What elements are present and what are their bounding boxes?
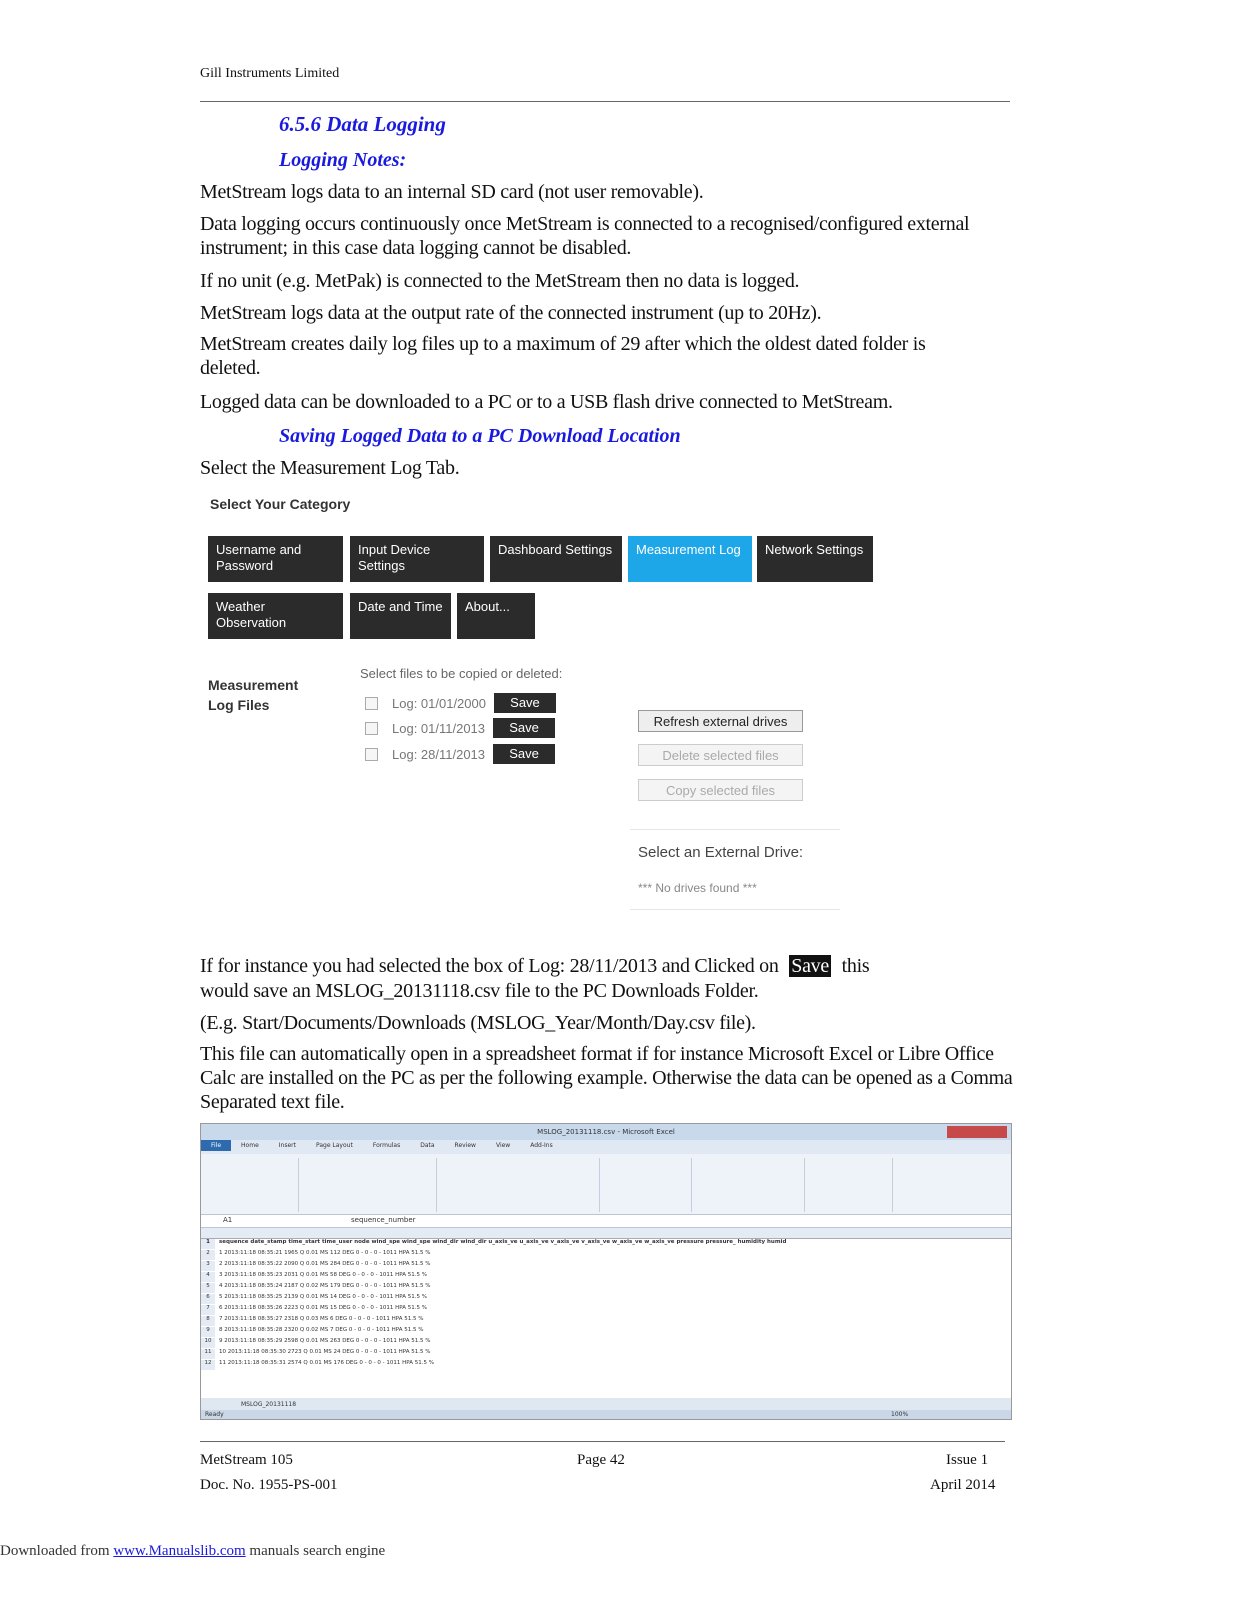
- ribbon-tab-insert[interactable]: Insert: [278, 1142, 296, 1149]
- table-row: 2 1 2013:11:18 08:35:21 1965 Q 0.01 MS 112 DEG 0 - 0 - 0 - 1011 HPA 51.5 %: [201, 1250, 1011, 1260]
- category-title: Select Your Category: [210, 496, 351, 512]
- subheading-saving: Saving Logged Data to a PC Download Location: [279, 425, 681, 447]
- save-paragraph: [200, 954, 1030, 978]
- ribbon-tab-data[interactable]: Data: [420, 1142, 435, 1149]
- ribbon-group-clipboard: [203, 1158, 299, 1212]
- measurement-label-line1: Measurement: [208, 677, 299, 693]
- spreadsheet-grid: [201, 1228, 1011, 1398]
- save-paragraph-text: If for instance you had selected the box of Log: 28/11/2013 and Clicked on: [200, 955, 779, 977]
- log-checkbox[interactable]: [365, 748, 378, 761]
- save-paragraph-this: this: [841, 955, 870, 977]
- excel-ribbon-tabs: [201, 1140, 1011, 1154]
- log-checkbox[interactable]: [365, 697, 378, 710]
- metstream-ui-screenshot: [200, 488, 900, 928]
- select-files-note: Select files to be copied or deleted:: [360, 666, 563, 681]
- formula-bar: [201, 1215, 1011, 1228]
- header-company: Gill Instruments Limited: [200, 66, 340, 81]
- tab-measurement-log[interactable]: Measurement Log: [628, 536, 752, 582]
- excel-ribbon: [201, 1154, 1011, 1215]
- log-label: Log: 01/11/2013: [392, 720, 486, 736]
- footer-doc-no: Doc. No. 1955-PS-001: [200, 1477, 338, 1493]
- note-5: MetStream creates daily log files up to a maximum of 29 after which the oldest dated folder is deleted.: [200, 333, 926, 379]
- download-prefix: Downloaded from: [0, 1543, 110, 1559]
- table-row: 5 4 2013:11:18 08:35:24 2187 Q 0.02 MS 179 DEG 0 - 0 - 0 - 1011 HPA 51.5 %: [201, 1283, 1011, 1293]
- sheet-tab[interactable]: MSLOG_20131118: [241, 1401, 297, 1408]
- measurement-log-files-label: [208, 675, 298, 715]
- select-tab-text: Select the Measurement Log Tab.: [200, 457, 460, 479]
- footer-product: MetStream 105: [200, 1452, 293, 1468]
- example-path: (E.g. Start/Documents/Downloads (MSLOG_Year/Month/Day.csv file).: [200, 1012, 756, 1034]
- refresh-drives-button[interactable]: Refresh external drives: [638, 710, 803, 732]
- status-text: Ready: [205, 1411, 224, 1418]
- row-cells: 11 2013:11:18 08:35:31 2574 Q 0.01 MS 176 DEG 0 - 0 - 0 - 1011 HPA 51.5 %: [219, 1360, 434, 1366]
- zoom-level[interactable]: 100%: [891, 1411, 909, 1418]
- log-label: Log: 28/11/2013: [392, 746, 486, 762]
- section-heading: 6.5.6 Data Logging: [279, 112, 446, 136]
- header-rule: [200, 101, 1010, 102]
- row-cells: 2 2013:11:18 08:35:22 2090 Q 0.01 MS 284 DEG 0 - 0 - 0 - 1011 HPA 51.5 %: [219, 1261, 431, 1267]
- header-row-cells: sequence date_stamp time_start time_user node wind_spe wind_spe wind_dir wind_dir u_axis_ve u_axis_ve v_axis_ve v_axis_ve w_axis_ve w_axis_ve pressure pressure_ humidity humid: [219, 1239, 787, 1245]
- tab-username-password[interactable]: Username and Password: [208, 536, 343, 582]
- save-paragraph-line2: would save an MSLOG_20131118.csv file to the PC Downloads Folder.: [200, 980, 759, 1002]
- row-cells: 1 2013:11:18 08:35:21 1965 Q 0.01 MS 112 DEG 0 - 0 - 0 - 1011 HPA 51.5 %: [219, 1250, 431, 1256]
- note-4: MetStream logs data at the output rate of the connected instrument (up to 20Hz).: [200, 302, 822, 324]
- table-row: 10 9 2013:11:18 08:35:29 2598 Q 0.01 MS 263 DEG 0 - 0 - 0 - 1011 HPA 51.5 %: [201, 1338, 1011, 1348]
- log-checkbox[interactable]: [365, 722, 378, 735]
- table-row: 7 6 2013:11:18 08:35:26 2223 Q 0.01 MS 15 DEG 0 - 0 - 0 - 1011 HPA 51.5 %: [201, 1305, 1011, 1315]
- subheading-logging-notes: Logging Notes:: [279, 149, 407, 171]
- tab-date-time[interactable]: Date and Time: [350, 593, 451, 639]
- ribbon-group-editing: [895, 1158, 1007, 1212]
- ribbon-tab-home[interactable]: Home: [241, 1142, 259, 1149]
- table-row: 11 10 2013:11:18 08:35:30 2723 Q 0.01 MS 24 DEG 0 - 0 - 0 - 1011 HPA 51.5 %: [201, 1349, 1011, 1359]
- log-row: [365, 718, 555, 738]
- ribbon-group-number: [601, 1158, 692, 1212]
- ribbon-tab-file[interactable]: File: [201, 1140, 231, 1151]
- no-drives-text: *** No drives found ***: [638, 881, 757, 895]
- log-row: [365, 744, 555, 764]
- row-cells: 5 2013:11:18 08:35:25 2139 Q 0.01 MS 14 DEG 0 - 0 - 0 - 1011 HPA 51.5 %: [219, 1294, 427, 1300]
- ribbon-tab-review[interactable]: Review: [454, 1142, 476, 1149]
- row-cells: 7 2013:11:18 08:35:27 2318 Q 0.03 MS 6 DEG 0 - 0 - 0 - 1011 HPA 51.5 %: [219, 1316, 424, 1322]
- table-row: 1 sequence date_stamp time_start time_user node wind_spe wind_spe wind_dir wind_dir u_axis_ve u_axis_ve v_axis_ve v_axis_ve w_axis_ve w_axis_ve pressure pressure_ humidity humid: [201, 1239, 1011, 1249]
- external-drive-title: Select an External Drive:: [638, 844, 804, 861]
- copy-files-button[interactable]: Copy selected files: [638, 779, 803, 801]
- ribbon-group-cells: [807, 1158, 893, 1212]
- excel-screenshot: [200, 1123, 1012, 1420]
- download-suffix: manuals search engine: [249, 1543, 386, 1559]
- delete-files-button[interactable]: Delete selected files: [638, 744, 803, 766]
- status-bar: [201, 1410, 1011, 1420]
- manualslib-link[interactable]: www.Manualslib.com: [113, 1543, 246, 1559]
- inline-save-label: Save: [791, 955, 829, 977]
- tab-input-device-settings[interactable]: Input Device Settings: [350, 536, 484, 582]
- ribbon-tab-view[interactable]: View: [495, 1142, 511, 1149]
- ribbon-group-styles: [694, 1158, 805, 1212]
- footer-date: April 2014: [930, 1477, 996, 1493]
- note-3: If no unit (e.g. MetPak) is connected to the MetStream then no data is logged.: [200, 270, 800, 292]
- tab-weather-observation[interactable]: Weather Observation: [208, 593, 343, 639]
- name-box[interactable]: A1: [223, 1216, 233, 1224]
- window-controls[interactable]: [947, 1126, 1007, 1138]
- download-note: [0, 1543, 385, 1560]
- divider: [630, 829, 840, 830]
- save-button[interactable]: Save: [493, 744, 555, 764]
- note-2: Data logging occurs continuously once MetStream is connected to a recognised/configured external instrument; in this case data logging cannot be disabled.: [200, 213, 970, 259]
- formula-input[interactable]: sequence_number: [351, 1216, 416, 1224]
- note-1: MetStream logs data to an internal SD card (not user removable).: [200, 181, 704, 203]
- note-6: Logged data can be downloaded to a PC or to a USB flash drive connected to MetStream.: [200, 391, 893, 413]
- sheet-tab-bar: [201, 1400, 1011, 1410]
- row-cells: 6 2013:11:18 08:35:26 2223 Q 0.01 MS 15 DEG 0 - 0 - 0 - 1011 HPA 51.5 %: [219, 1305, 427, 1311]
- measurement-label-line2: Log Files: [208, 697, 270, 713]
- ribbon-tab-page-layout[interactable]: Page Layout: [315, 1142, 353, 1149]
- log-row: [365, 693, 556, 713]
- table-row: 3 2 2013:11:18 08:35:22 2090 Q 0.01 MS 284 DEG 0 - 0 - 0 - 1011 HPA 51.5 %: [201, 1261, 1011, 1271]
- table-row: 12 11 2013:11:18 08:35:31 2574 Q 0.01 MS 176 DEG 0 - 0 - 0 - 1011 HPA 51.5 %: [201, 1360, 1011, 1370]
- log-label: Log: 01/01/2000: [392, 695, 486, 711]
- table-row: 6 5 2013:11:18 08:35:25 2139 Q 0.01 MS 14 DEG 0 - 0 - 0 - 1011 HPA 51.5 %: [201, 1294, 1011, 1304]
- spreadsheet-paragraph: This file can automatically open in a spreadsheet format if for instance Microsoft Excel or Libre Office Calc are installed on the PC as per the following example. Otherwise the data can be opened as a Comma Separated text file.: [200, 1043, 1013, 1113]
- excel-title-bar: MSLOG_20131118.csv - Microsoft Excel: [201, 1124, 1011, 1140]
- column-headers: [201, 1228, 1011, 1239]
- row-cells: 8 2013:11:18 08:35:28 2320 Q 0.02 MS 7 DEG 0 - 0 - 0 - 1011 HPA 51.5 %: [219, 1327, 424, 1333]
- row-cells: 9 2013:11:18 08:35:29 2598 Q 0.01 MS 263 DEG 0 - 0 - 0 - 1011 HPA 51.5 %: [219, 1338, 431, 1344]
- tab-dashboard-settings[interactable]: Dashboard Settings: [490, 536, 622, 582]
- footer-issue: Issue 1: [946, 1452, 989, 1468]
- tab-network-settings[interactable]: Network Settings: [757, 536, 873, 582]
- ribbon-tab-add-ins[interactable]: Add-Ins: [530, 1142, 553, 1149]
- table-row: 8 7 2013:11:18 08:35:27 2318 Q 0.03 MS 6 DEG 0 - 0 - 0 - 1011 HPA 51.5 %: [201, 1316, 1011, 1326]
- row-cells: 10 2013:11:18 08:35:30 2723 Q 0.01 MS 24 DEG 0 - 0 - 0 - 1011 HPA 51.5 %: [219, 1349, 431, 1355]
- tab-about[interactable]: About...: [457, 593, 535, 639]
- ribbon-tab-formulas[interactable]: Formulas: [372, 1142, 401, 1149]
- divider: [630, 909, 840, 910]
- ribbon-group-alignment: [439, 1158, 600, 1212]
- footer-rule: [200, 1441, 1005, 1442]
- row-cells: 4 2013:11:18 08:35:24 2187 Q 0.02 MS 179 DEG 0 - 0 - 0 - 1011 HPA 51.5 %: [219, 1283, 431, 1289]
- save-button[interactable]: Save: [494, 693, 556, 713]
- footer-page: Page 42: [577, 1452, 625, 1468]
- table-row: 9 8 2013:11:18 08:35:28 2320 Q 0.02 MS 7 DEG 0 - 0 - 0 - 1011 HPA 51.5 %: [201, 1327, 1011, 1337]
- table-row: 4 3 2013:11:18 08:35:23 2031 Q 0.01 MS 58 DEG 0 - 0 - 0 - 1011 HPA 51.5 %: [201, 1272, 1011, 1282]
- row-cells: 3 2013:11:18 08:35:23 2031 Q 0.01 MS 58 DEG 0 - 0 - 0 - 1011 HPA 51.5 %: [219, 1272, 427, 1278]
- ribbon-group-font: [301, 1158, 437, 1212]
- save-button[interactable]: Save: [493, 718, 555, 738]
